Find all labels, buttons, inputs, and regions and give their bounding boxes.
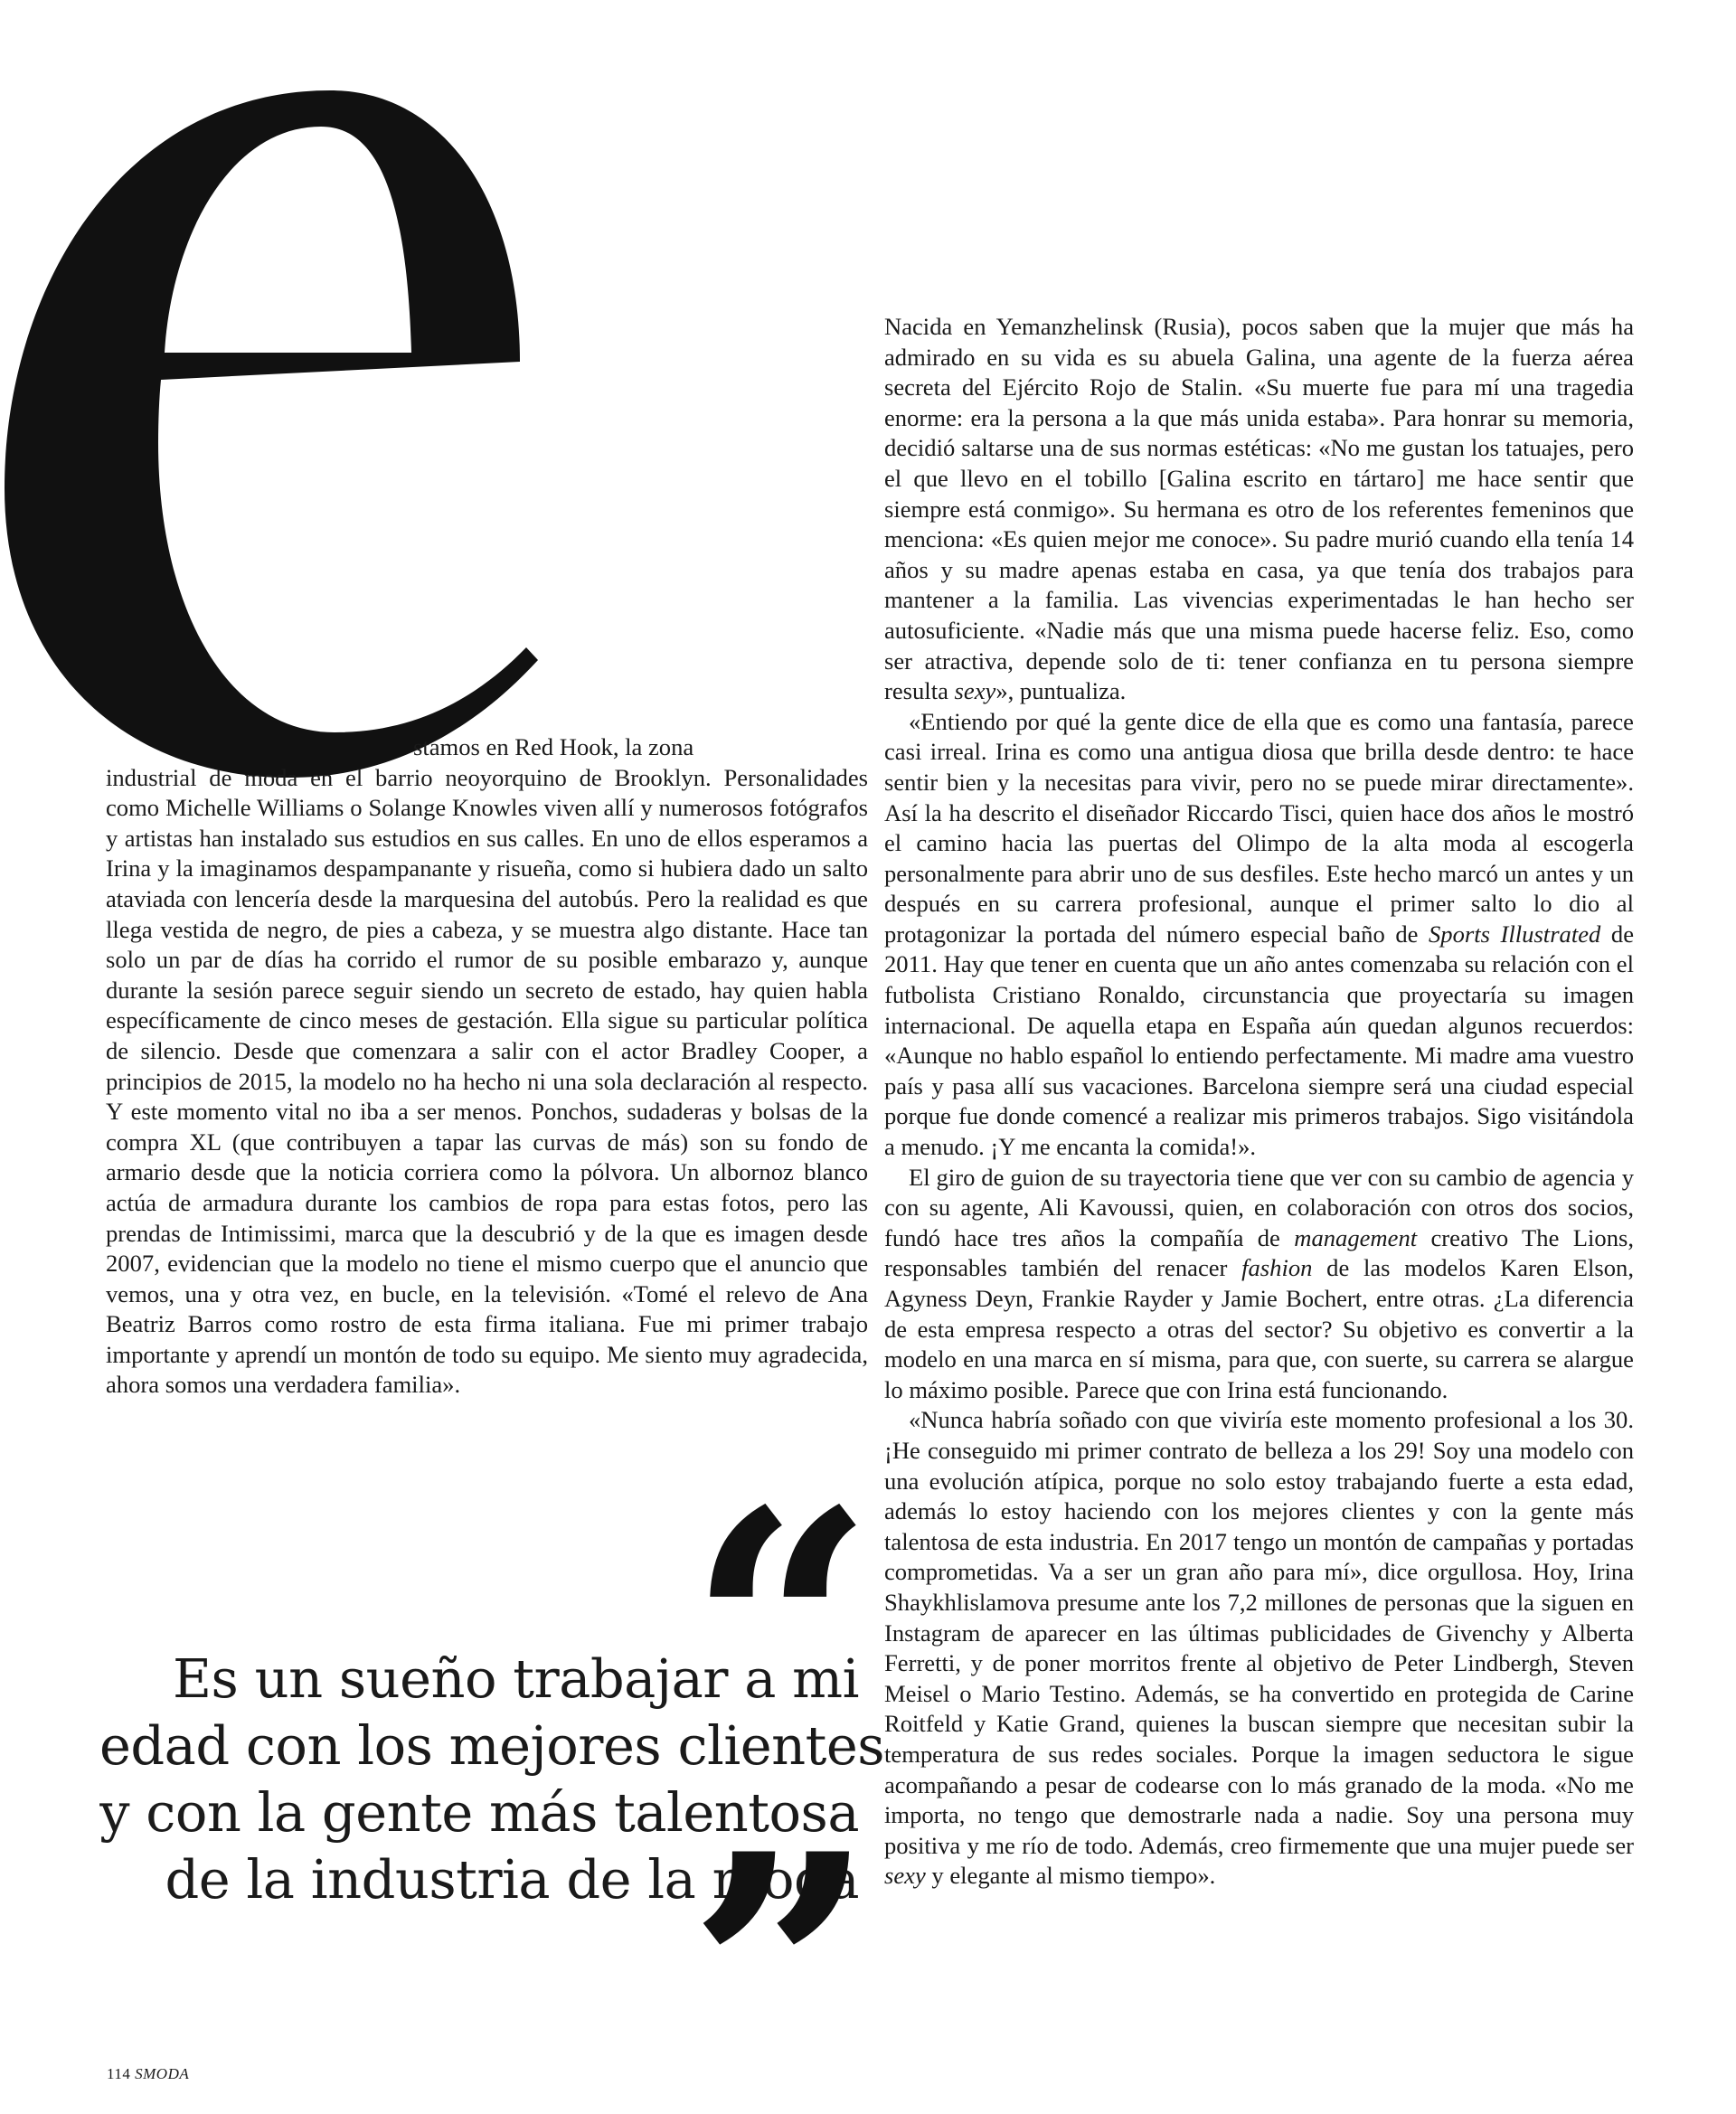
pull-quote-line: edad con los mejores clientes xyxy=(99,1714,885,1777)
paragraph xyxy=(884,1405,1634,1892)
text-run: Nacida en Yemanzhelinsk (Rusia), pocos saben que la mujer que más ha admirado en su vida es su abuela Galina, una agente de la fuerza aérea secreta del Ejército Rojo de Stalin. «Su muerte fue para mí una tragedia enorme: era la persona a la que más unida estaba». Para honrar su memoria, decidió saltarse una de sus normas estéticas: «No me gustan los tatuajes, pero el que llevo en el tobillo [Galina escrito en tártaro] me hace sentir que siempre está conmigo». Su hermana es otro de los referentes femeninos que menciona: «Es quien mejor me conoce». Su padre murió cuando ella tenía 14 años y su madre apenas estaba en casa, ya que tenía dos trabajos para mantener a la familia. Las vivencias experimentadas le han hecho ser autosuficiente. «Nadie más que una misma puede hacerse feliz. Eso, como ser atractiva, depende solo de ti: tener confianza en tu persona siempre resulta xyxy=(884,313,1634,705)
italic-run: sexy xyxy=(954,677,996,705)
paragraph xyxy=(884,707,1634,1163)
pull-quote-line: Es un sueño trabajar a mi xyxy=(172,1647,859,1710)
paragraph xyxy=(884,312,1634,707)
text-run: El giro de guion de su trayectoria tiene que ver con su cambio de agencia y con su agente, Ali Kavoussi, quien, en colaboración con otros dos socios, fundó hace tres años la compañía de xyxy=(884,1163,1634,1251)
text-run: «Entiendo por qué la gente dice de ella que es como una fantasía, parece casi irreal. Irina es como una antigua diosa que brilla desde dentro: te hace sentir bien y la necesitas para vivir, pero no se puede mirar directamente». Así la ha descrito el diseñador Riccardo Tisci, quien hace dos años le mostró el camino hacia las puertas del Olimpo de la alta moda al escogerla personalmente para abrir uno de sus desfiles. Este hecho marcó un antes y un después en su carrera profesional, aunque el primer salto lo dio al protagonizar la portada del número especial baño de xyxy=(884,707,1634,948)
svg-text:“: “ xyxy=(687,1439,875,1822)
page-number: 114 xyxy=(107,2065,131,2082)
dropcap-letter xyxy=(0,18,615,796)
italic-run: sexy xyxy=(884,1862,926,1890)
left-column xyxy=(106,732,868,1401)
italic-run: management xyxy=(1294,1223,1418,1251)
text-run: creativo The Lions, responsables también del renacer xyxy=(884,1223,1634,1282)
right-column xyxy=(884,312,1634,1892)
text-run: de 2011. Hay que tener en cuenta que un año antes comenzaba su relación con el futbolista Cristiano Ronaldo, circunstancia que proyectaría su imagen internacional. De aquella etapa en España aún quedan algunos recuerdos: «Aunque no hablo español lo entiendo perfectamente. Mi madre ama vuestro país y pasa allí sus vacaciones. Barcelona siempre será una ciudad especial porque fue donde comencé a realizar mis primeros trabajos. Sigo visitándola a menudo. ¡Y me encanta la comida!». xyxy=(884,920,1634,1161)
opening-paragraph xyxy=(106,732,868,1401)
pull-quote-line: de la industria de la moda xyxy=(165,1848,859,1911)
text-run: de las modelos Karen Elson, Agyness Deyn, Frankie Rayder y Jamie Bochert, entre otras. ¿La diferencia de esta empresa respecto a otras del sector? Su objetivo es convertir a la modelo en una marca en sí misma, para que, con suerte, su carrera se alargue lo máximo posible. Parece que con Irina está funcionando. xyxy=(884,1254,1634,1403)
italic-run: fashion xyxy=(1241,1254,1313,1282)
page-footer xyxy=(107,2065,189,2083)
opening-first-line: stamos en Red Hook, la zona xyxy=(413,733,694,760)
opening-paragraph-text: industrial de moda en el barrio neoyorquino de Brooklyn. Personalidades como Michelle Williams o Solange Knowles viven allí y numerosos fotógrafos y artistas han instalado sus estudios en sus calles. En uno de ellos esperamos a Irina y la imaginamos despampanante y risueña, como si hubiera dado un salto ataviada con lencería desde la marquesina del autobús. Pero la realidad es que llega vestida de negro, de pies a cabeza, y se muestra algo distante. Hace tan solo un par de días ha corrido el rumor de su posible embarazo y, aunque durante la sesión parece seguir siendo un secreto de estado, hay quien habla específicamente de cinco meses de gestación. Ella sigue su particular política de silencio. Desde que comenzara a salir con el actor Bradley Cooper, a principios de 2015, la modelo no ha hecho ni una sola declaración al respecto. Y este momento vital no iba a ser menos. Ponchos, sudaderas y bolsas de la compra XL (que contribuyen a tapar las curvas de más) son su fondo de armario desde que la noticia corriera como la pólvora. Un albornoz blanco actúa de armadura durante los cambios de ropa para estas fotos, pero las prendas de Intimissimi, marca que la descubrió y de la que es imagen desde 2007, evidencian que la modelo no tiene el mismo cuerpo que el anuncio que vemos, una y otra vez, en bucle, en la televisión. «Tomé el relevo de Ana Beatriz Barros como rostro de esta firma italiana. Fue mi primer trabajo importante y aprendí un montón de todo su equipo. Me siento muy agradecida, ahora somos una verdadera familia». xyxy=(106,763,868,1399)
italic-run: Sports Illustrated xyxy=(1428,920,1601,948)
open-quote-mark xyxy=(687,1439,875,1822)
text-run: », puntualiza. xyxy=(995,677,1127,705)
text-run: y elegante al mismo tiempo». xyxy=(925,1862,1216,1890)
text-run: «Nunca habría soñado con que viviría este momento profesional a los 30. ¡He conseguido mi primer contrato de belleza a los 29! Soy una modelo con una evolución atípica, porque no solo estoy trabajando fuerte a esta edad, además lo estoy haciendo con los mejores clientes y con la gente más talentosa de esta industria. En 2017 tengo un montón de campañas y portadas comprometidas. Va a ser un gran año para mí», dice orgullosa. Hoy, Irina Shaykhlislamova presume ante los 7,2 millones de personas que la siguen en Instagram de aparecer en las últimas publicidades de Givenchy y Alberta Ferretti, y de poner morritos frente al objetivo de Peter Lindbergh, Steven Meisel o Mario Testino. Además, se ha convertido en protegida de Carine Roitfeld y Katie Grand, quienes la buscan siempre que necesitan subir la temperatura de sus redes sociales. Porque la imagen seductora le sigue acompañando a pesar de codearse con lo más granado de la moda. «No me importa, no tengo que demostrarle nada a nadie. Soy una persona muy positiva y me río de todo. Además, creo firmemente que una mujer puede ser xyxy=(884,1406,1634,1859)
magazine-name: SMODA xyxy=(135,2065,190,2082)
svg-text:”: ” xyxy=(687,1783,875,2114)
pull-quote-line: y con la gente más talentosa xyxy=(99,1781,859,1844)
paragraph xyxy=(884,1163,1634,1406)
close-quote-mark xyxy=(687,1783,875,2114)
